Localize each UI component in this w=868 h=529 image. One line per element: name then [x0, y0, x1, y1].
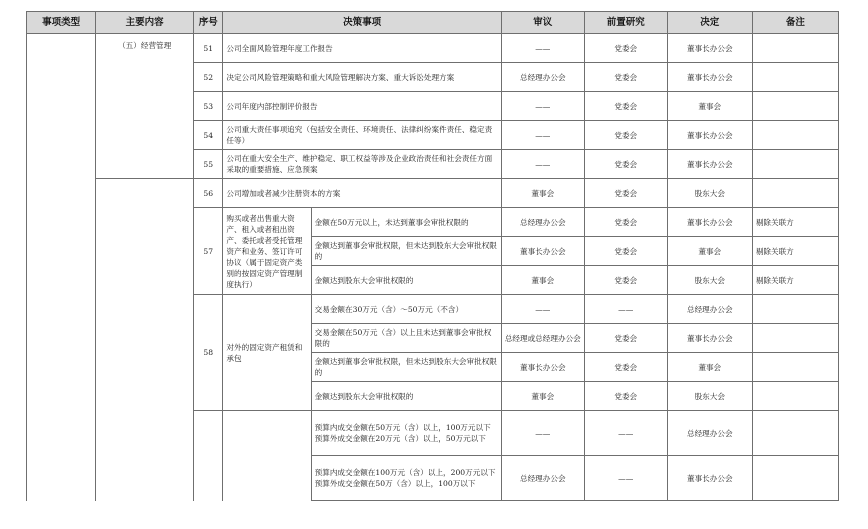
header-row [27, 12, 839, 34]
decide-cell: 总经理办公会 [667, 295, 752, 324]
row-number: 56 [194, 179, 223, 208]
review-cell: —— [501, 121, 584, 150]
row-number: 53 [194, 92, 223, 121]
row-number: 51 [194, 34, 223, 63]
row-number: 57 [194, 208, 223, 295]
pre-study-cell: 党委会 [584, 382, 667, 411]
decision-item: 公司年度内部控制评价报告 [223, 92, 501, 121]
decision-item: 购买或者出售重大资产、租入或者租出资产、委托或者受托管理资产和业务、签订许可协议（属于固定资产类别的按固定资产管理制度执行） [223, 208, 311, 295]
row-number: 55 [194, 150, 223, 179]
note-cell: 剔除关联方 [752, 237, 838, 266]
pre-study-cell: —— [584, 295, 667, 324]
decision-item: 公司在重大安全生产、维护稳定、职工权益等涉及企业政治责任和社会责任方面采取的重要措施、应急预案 [223, 150, 501, 179]
decide-cell: 董事长办公会 [667, 456, 752, 501]
row-number: 54 [194, 121, 223, 150]
note-cell [752, 411, 838, 456]
header-decide: 决定 [667, 12, 752, 34]
header-pre-study: 前置研究 [584, 12, 667, 34]
decide-cell: 董事长办公会 [667, 208, 752, 237]
note-cell [752, 295, 838, 324]
review-cell: 董事会 [501, 382, 584, 411]
decision-item-blank [223, 411, 311, 501]
decide-cell: 董事长办公会 [667, 34, 752, 63]
header-review: 审议 [501, 12, 584, 34]
condition-cell: 金额达到董事会审批权限，但未达到股东大会审批权限的 [311, 353, 501, 382]
note-cell [752, 121, 838, 150]
review-cell: 总经理或总经理办公会 [501, 324, 584, 353]
pre-study-cell: 党委会 [584, 324, 667, 353]
pre-study-cell: 党委会 [584, 208, 667, 237]
type-cell [27, 34, 96, 501]
note-cell [752, 150, 838, 179]
condition-cell: 预算内成交金额在100万元（含）以上，200万元以下预算外成交金额在50万（含）以上，100万以下 [311, 456, 501, 501]
decide-cell: 股东大会 [667, 179, 752, 208]
note-cell: 剔除关联方 [752, 266, 838, 295]
decide-cell: 董事会 [667, 92, 752, 121]
note-cell [752, 34, 838, 63]
pre-study-cell: 党委会 [584, 34, 667, 63]
decide-cell: 董事会 [667, 353, 752, 382]
note-cell [752, 63, 838, 92]
row-number-blank [194, 411, 223, 501]
decide-cell: 董事长办公会 [667, 150, 752, 179]
pre-study-cell: 党委会 [584, 353, 667, 382]
decision-item: 公司重大责任事项追究（包括安全责任、环境责任、法律纠纷案件责任、稳定责任等） [223, 121, 501, 150]
row-number: 58 [194, 295, 223, 411]
review-cell: 总经理办公会 [501, 208, 584, 237]
condition-cell: 预算内成交金额在50万元（含）以上，100万元以下预算外成交金额在20万元（含）以上，50万元以下 [311, 411, 501, 456]
pre-study-cell: 党委会 [584, 63, 667, 92]
pre-study-cell: 党委会 [584, 121, 667, 150]
review-cell: —— [501, 92, 584, 121]
decide-cell: 总经理办公会 [667, 411, 752, 456]
header-content: 主要内容 [96, 12, 194, 34]
review-cell: —— [501, 34, 584, 63]
table-row [27, 179, 839, 208]
review-cell: 董事会 [501, 266, 584, 295]
review-cell: —— [501, 295, 584, 324]
decision-item: 公司全面风险管理年度工作报告 [223, 34, 501, 63]
decide-cell: 董事长办公会 [667, 324, 752, 353]
note-cell [752, 456, 838, 501]
decision-item: 决定公司风险管理策略和重大风险管理解决方案、重大诉讼处理方案 [223, 63, 501, 92]
decision-item: 对外的固定资产租赁和承包 [223, 295, 311, 411]
decide-cell: 董事长办公会 [667, 121, 752, 150]
header-note: 备注 [752, 12, 838, 34]
decision-item: 公司增加或者减少注册资本的方案 [223, 179, 501, 208]
condition-cell: 金额达到董事会审批权限，但未达到股东大会审批权限的 [311, 237, 501, 266]
note-cell [752, 324, 838, 353]
header-number: 序号 [194, 12, 223, 34]
row-number: 52 [194, 63, 223, 92]
header-decision-item: 决策事项 [223, 12, 501, 34]
review-cell: 董事会 [501, 179, 584, 208]
pre-study-cell: 党委会 [584, 92, 667, 121]
review-cell: 总经理办公会 [501, 456, 584, 501]
table-row [27, 34, 839, 63]
condition-cell: 金额在50万元以上，未达到董事会审批权限的 [311, 208, 501, 237]
note-cell: 剔除关联方 [752, 208, 838, 237]
decide-cell: 股东大会 [667, 382, 752, 411]
category-cell: （五）经营管理 [96, 34, 194, 179]
condition-cell: 金额达到股东大会审批权限的 [311, 266, 501, 295]
condition-cell: 交易金额在30万元（含）～50万元（不含） [311, 295, 501, 324]
pre-study-cell: 党委会 [584, 150, 667, 179]
note-cell [752, 353, 838, 382]
decision-matrix-table [26, 11, 839, 501]
review-cell: —— [501, 150, 584, 179]
pre-study-cell: 党委会 [584, 266, 667, 295]
pre-study-cell: 党委会 [584, 179, 667, 208]
decide-cell: 董事会 [667, 237, 752, 266]
decide-cell: 股东大会 [667, 266, 752, 295]
condition-cell: 交易金额在50万元（含）以上且未达到董事会审批权限的 [311, 324, 501, 353]
note-cell [752, 92, 838, 121]
header-type: 事项类型 [27, 12, 96, 34]
pre-study-cell: —— [584, 456, 667, 501]
review-cell: 总经理办公会 [501, 63, 584, 92]
pre-study-cell: 党委会 [584, 237, 667, 266]
pre-study-cell: —— [584, 411, 667, 456]
note-cell [752, 179, 838, 208]
review-cell: 董事长办公会 [501, 237, 584, 266]
category-cell-blank [96, 179, 194, 501]
review-cell: 董事长办公会 [501, 353, 584, 382]
note-cell [752, 382, 838, 411]
review-cell: —— [501, 411, 584, 456]
condition-cell: 金额达到股东大会审批权限的 [311, 382, 501, 411]
decide-cell: 董事长办公会 [667, 63, 752, 92]
